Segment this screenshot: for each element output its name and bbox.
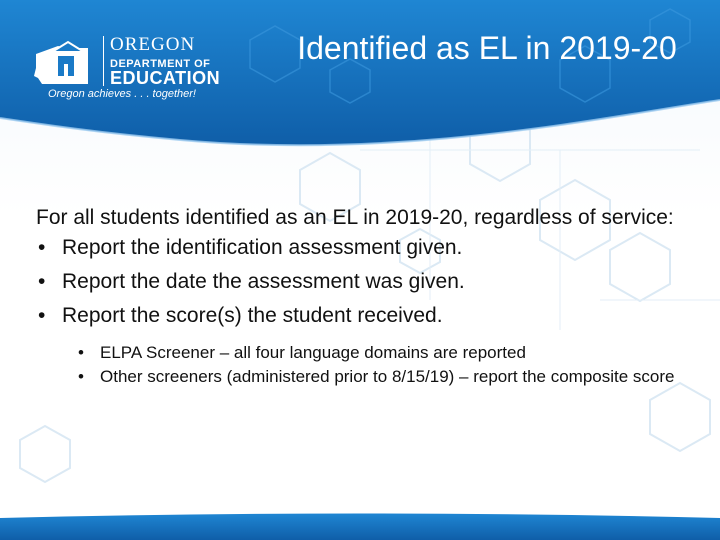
bullet-item	[36, 231, 696, 265]
logo-tagline: Oregon achieves . . . together!	[48, 88, 196, 100]
oregon-education-logo	[28, 32, 221, 104]
logo-divider	[103, 36, 104, 86]
bullet-item	[36, 265, 696, 299]
sub-bullet-list	[36, 341, 696, 389]
bullet-text: Report the score(s) the student received.	[62, 304, 443, 327]
logo-department-text: DEPARTMENT OF	[110, 58, 211, 70]
bullet-glyph: •	[38, 236, 46, 259]
bullet-text: Report the identification assessment given.	[62, 236, 463, 259]
oregon-state-schoolhouse-icon	[28, 38, 100, 86]
sub-bullet-item	[36, 365, 696, 389]
sub-bullet-text: ELPA Screener – all four language domains are reported	[100, 343, 526, 362]
bullet-item	[36, 299, 696, 333]
sub-bullet-item	[36, 341, 696, 365]
sub-bullet-text: Other screeners (administered prior to 8/15/19) – report the composite score	[100, 367, 675, 386]
bullet-list	[36, 231, 696, 333]
intro-text: For all students identified as an EL in 2019-20, regardless of service:	[36, 206, 674, 229]
footer-bar	[0, 512, 720, 540]
slide-content	[36, 204, 696, 389]
logo-education-text: EDUCATION	[110, 68, 221, 88]
logo-oregon-text: OREGON	[110, 34, 196, 55]
slide-title: Identified as EL in 2019-20	[297, 30, 677, 66]
bullet-glyph: •	[78, 367, 84, 386]
bullet-text: Report the date the assessment was given.	[62, 270, 465, 293]
bullet-glyph: •	[78, 343, 84, 362]
bullet-glyph: •	[38, 304, 46, 327]
bullet-glyph: •	[38, 270, 46, 293]
